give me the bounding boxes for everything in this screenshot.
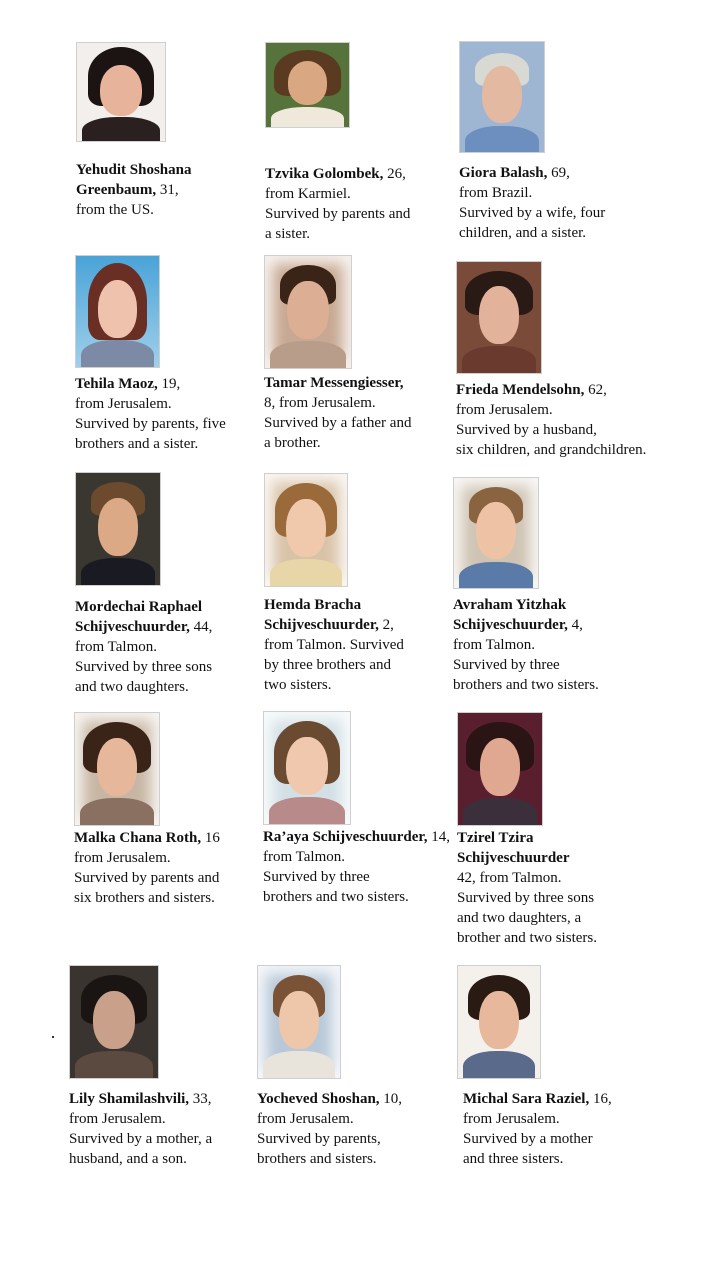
caption (457, 1089, 672, 1169)
caption-line: from Talmon. (75, 639, 157, 655)
memorial-entry (74, 712, 264, 908)
stray-dot (52, 1036, 54, 1038)
caption (74, 828, 264, 908)
person-age: 44, (189, 619, 213, 635)
portrait-photo (257, 965, 341, 1079)
caption-line: Survived by parents and (265, 206, 411, 222)
caption (457, 828, 607, 948)
portrait-photo (76, 42, 166, 142)
caption-line: Survived by parents and (74, 870, 220, 886)
person-name: Tehila Maoz, (75, 376, 158, 392)
caption (76, 160, 236, 220)
caption (69, 1089, 284, 1169)
portrait-photo (75, 255, 160, 368)
person-age: 10, (379, 1091, 403, 1107)
portrait-photo (457, 965, 541, 1079)
person-age: 33, (189, 1091, 212, 1107)
person-age: 2, (378, 617, 394, 633)
caption-line: brothers and two sisters. (453, 677, 599, 693)
memorial-entry (69, 965, 284, 1169)
portrait-photo (74, 712, 160, 826)
memorial-entry (264, 255, 479, 453)
caption-line: six children, and grandchildren. (456, 442, 647, 458)
caption-line: 42, from Talmon. (457, 870, 562, 886)
person-name: Giora Balash, (459, 165, 548, 181)
memorial-entry (456, 261, 696, 460)
person-name: Tamar Messengiesser, (264, 375, 404, 391)
caption-line: Survived by parents, five (75, 416, 226, 432)
person-name: Tzirel Tzira Schijveschuurder (457, 830, 570, 866)
caption-line: a brother. (264, 435, 321, 451)
caption-line: Survived by a husband, (456, 422, 597, 438)
person-age: 16 (201, 830, 220, 846)
caption-line: Survived by parents, (257, 1131, 381, 1147)
caption-line: brother and two sisters. (457, 930, 597, 946)
memorial-entry (457, 712, 657, 948)
person-name: Lily Shamilashvili, (69, 1091, 190, 1107)
caption-line: from Jerusalem. (74, 850, 171, 866)
person-name: Yehudit Shoshana Greenbaum, (76, 162, 192, 198)
portrait-photo (453, 477, 539, 589)
memorial-entry (457, 965, 672, 1169)
caption-line: and two daughters. (75, 679, 189, 695)
caption-line: Survived by a mother (463, 1131, 593, 1147)
caption-line: Survived by a wife, four (459, 205, 606, 221)
person-name: Mordechai Raphael Schijveschuurder, (75, 599, 203, 635)
portrait-photo (69, 965, 159, 1079)
person-age: 19, (157, 376, 181, 392)
caption-line: from Karmiel. (265, 186, 351, 202)
caption (263, 827, 453, 907)
caption-line: and two daughters, a (457, 910, 582, 926)
caption-line: from Talmon. (263, 849, 345, 865)
person-name: Yocheved Shoshan, (257, 1091, 380, 1107)
memorial-entry (263, 711, 453, 907)
person-age: 26, (383, 166, 406, 182)
caption-line: from Jerusalem. (257, 1111, 354, 1127)
caption-line: Survived by three sons (457, 890, 595, 906)
caption-line: two sisters. (264, 677, 332, 693)
caption-line: brothers and two sisters. (263, 889, 409, 905)
person-name: Avraham Yitzhak Schijveschuurder, (453, 597, 568, 633)
caption (265, 164, 480, 244)
caption (456, 380, 696, 460)
caption (264, 595, 479, 695)
caption-line: from Talmon. (453, 637, 535, 653)
person-age: 62, (584, 382, 607, 398)
memorial-entry (257, 965, 472, 1169)
caption-line: from Jerusalem. (75, 396, 172, 412)
caption-line: from Jerusalem. (463, 1111, 560, 1127)
caption-line: husband, and a son. (69, 1151, 187, 1167)
caption-line: from the US. (76, 202, 154, 218)
caption-line: six brothers and sisters. (74, 890, 215, 906)
person-age: 31, (156, 182, 179, 198)
caption-line: children, and a sister. (459, 225, 587, 241)
caption-line: Survived by a father and (264, 415, 412, 431)
caption-line: by three brothers and (264, 657, 392, 673)
caption-line: and three sisters. (463, 1151, 564, 1167)
memorial-entry (453, 477, 673, 695)
memorial-entry (75, 472, 290, 697)
portrait-photo (265, 42, 350, 128)
caption-line: from Jerusalem. (456, 402, 553, 418)
caption-line: Survived by a mother, a (69, 1131, 213, 1147)
person-age: 69, (547, 165, 570, 181)
memorial-entry (265, 42, 480, 244)
portrait-photo (456, 261, 542, 374)
portrait-photo (263, 711, 351, 825)
portrait-photo (457, 712, 543, 826)
person-name: Frieda Mendelsohn, (456, 382, 585, 398)
portrait-photo (75, 472, 161, 586)
person-name: Ra’aya Schijveschuurder, (263, 829, 428, 845)
person-name: Malka Chana Roth, (74, 830, 202, 846)
caption (264, 373, 479, 453)
memorial-entry (264, 473, 479, 695)
caption-line: a sister. (265, 226, 310, 242)
person-name: Hemda Bracha Schijveschuurder, (264, 597, 379, 633)
portrait-photo (459, 41, 545, 153)
person-age: 14, (427, 829, 450, 845)
caption-line: from Talmon. Survived (264, 637, 404, 653)
caption (75, 597, 290, 697)
person-name: Tzvika Golombek, (265, 166, 384, 182)
portrait-photo (264, 473, 348, 587)
portrait-photo (264, 255, 352, 369)
caption (257, 1089, 472, 1169)
caption-line: from Jerusalem. (69, 1111, 166, 1127)
caption-line: brothers and sisters. (257, 1151, 377, 1167)
memorial-entry (76, 42, 291, 220)
caption-line: 8, from Jerusalem. (264, 395, 376, 411)
person-name: Michal Sara Raziel, (463, 1091, 590, 1107)
caption-line: Survived by three sons (75, 659, 213, 675)
caption (75, 374, 290, 454)
caption (453, 595, 673, 695)
person-age: 16, (589, 1091, 612, 1107)
caption (459, 163, 674, 243)
person-age: 4, (567, 617, 583, 633)
caption-line: brothers and a sister. (75, 436, 199, 452)
caption-line: from Brazil. (459, 185, 533, 201)
memorial-entry (75, 255, 290, 454)
caption-line: Survived by three (263, 869, 370, 885)
caption-line: Survived by three (453, 657, 560, 673)
memorial-entry (459, 41, 674, 243)
